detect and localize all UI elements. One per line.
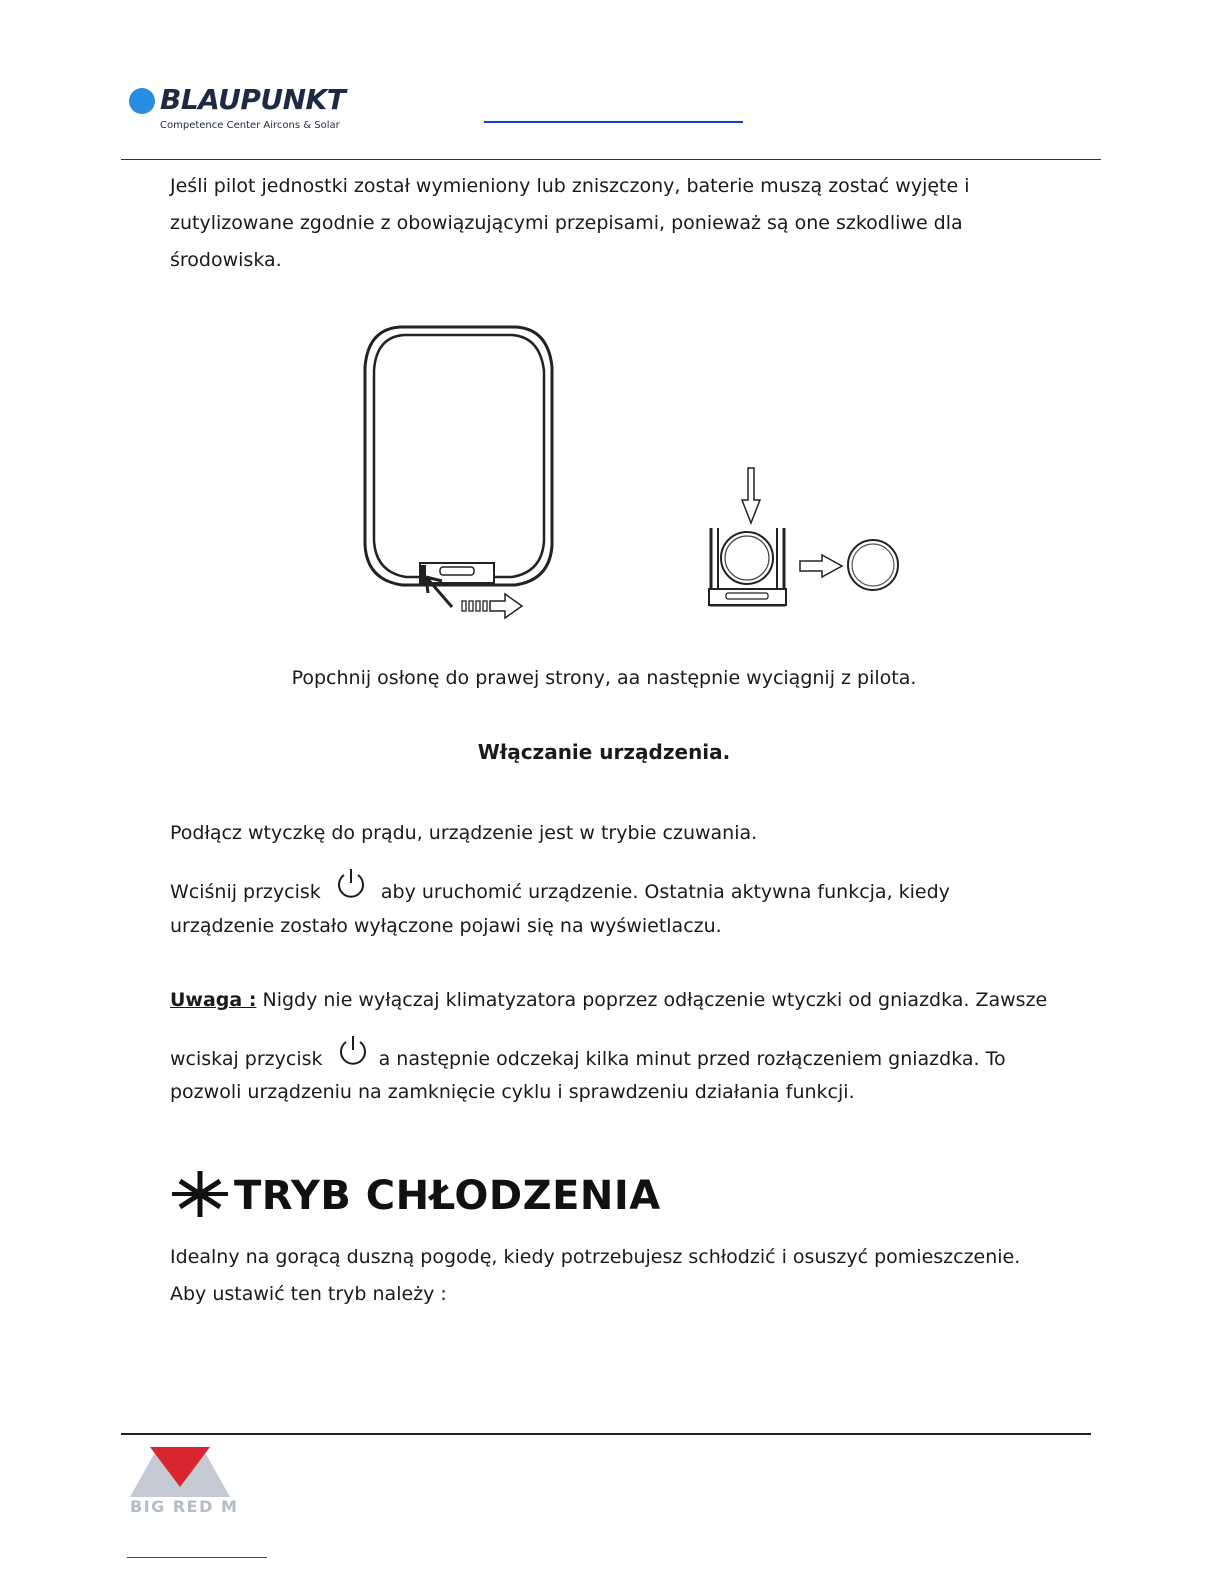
cooling-mode-title-text: TRYB CHŁODZENIA <box>234 1173 661 1219</box>
snowflake-icon <box>170 1167 230 1225</box>
battery-removal-illustration <box>340 315 940 635</box>
section-heading-power-on: Włączanie urządzenia. <box>477 740 731 764</box>
power-icon <box>335 1033 371 1069</box>
power-on-line-3: urządzenie zostało wyłączone pojawi się na wyświetlaczu. <box>170 915 722 937</box>
note-line-3: pozwoli urządzeniu na zamknięcie cyklu i sprawdzeniu działania funkcji. <box>170 1081 855 1103</box>
brand-logo-text: BLAUPUNKT <box>160 83 346 116</box>
note-text-before: wciskaj przycisk <box>170 1048 323 1070</box>
power-on-line-2 <box>170 866 1070 911</box>
intro-paragraph <box>170 168 1070 279</box>
cooling-line: Aby ustawić ten tryb należy : <box>170 1283 447 1305</box>
cooling-mode-title <box>170 1166 661 1226</box>
footer-divider <box>121 1433 1091 1435</box>
power-on-line-1: Podłącz wtyczkę do prądu, urządzenie jest w trybie czuwania. <box>170 822 758 844</box>
cooling-line: Idealny na gorącą duszną pogodę, kiedy potrzebujesz schłodzić i osuszyć pomieszczenie. <box>170 1246 1021 1268</box>
header-divider <box>121 159 1101 160</box>
footer-logo-text: BIG RED M <box>130 1497 239 1516</box>
note-text: Nigdy nie wyłączaj klimatyzatora poprzez odłączenie wtyczki od gniazdka. Zawsze <box>256 989 1048 1011</box>
battery-holder-drawing <box>709 468 898 605</box>
figure-caption: Popchnij osłonę do prawej strony, aa następnie wyciągnij z pilota. <box>291 667 917 689</box>
brand-tagline: Competence Center Aircons & Solar <box>160 120 340 131</box>
power-on-text-before: Wciśnij przycisk <box>170 881 321 903</box>
note-text-after: a następnie odczekaj kilka minut przed rozłączeniem gniazdka. To <box>378 1048 1006 1070</box>
intro-line: Jeśli pilot jednostki został wymieniony lub zniszczony, baterie muszą zostać wyjęte i <box>170 175 970 197</box>
note-line-1 <box>170 982 1070 1019</box>
footer-link-underline[interactable] <box>127 1557 267 1558</box>
cooling-mode-description <box>170 1239 1120 1313</box>
header-link-underline[interactable] <box>484 121 743 123</box>
remote-control-drawing <box>365 327 552 618</box>
note-line-2 <box>170 1033 1070 1078</box>
intro-line: zutylizowane zgodnie z obowiązującymi przepisami, ponieważ są one szkodliwe dla <box>170 212 963 234</box>
intro-line: środowiska. <box>170 249 282 271</box>
brand-logo-dot <box>129 88 155 114</box>
power-icon <box>333 866 369 902</box>
note-label: Uwaga : <box>170 989 257 1011</box>
power-on-text-after: aby uruchomić urządzenie. Ostatnia aktywna funkcja, kiedy <box>380 881 950 903</box>
